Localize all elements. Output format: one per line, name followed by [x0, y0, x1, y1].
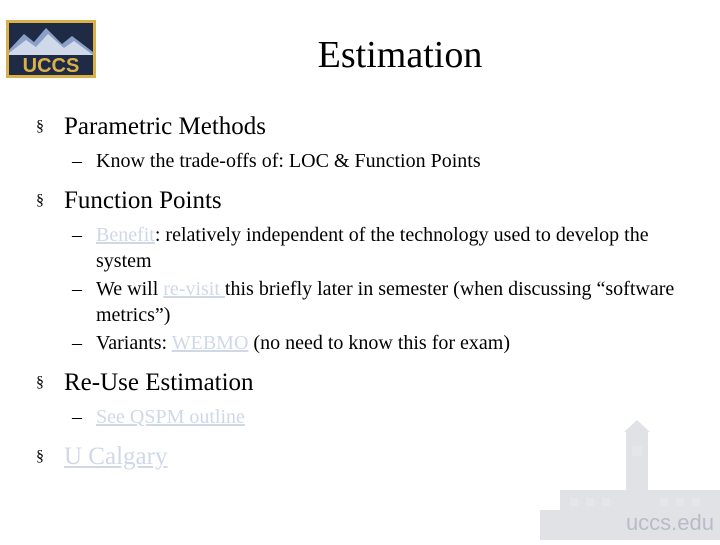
dash-icon: – [72, 278, 82, 300]
footer-url: uccs.edu [625, 510, 714, 535]
inline-link[interactable]: re-visit [163, 278, 225, 300]
bullet-label: Function Points [64, 187, 222, 214]
bullet-label: Re-Use Estimation [64, 369, 254, 396]
logo-text: UCCS [22, 55, 80, 77]
bullet-link[interactable]: U Calgary [64, 443, 168, 470]
dash-icon: – [72, 224, 82, 246]
dash-icon: – [72, 406, 82, 428]
sub-bullet-text: this briefly later in semester (when discussing “software metrics”) [96, 278, 675, 326]
sub-bullet-text: : relatively independent of the technology used to develop the system [96, 224, 649, 272]
sub-bullet-text: We will [96, 278, 164, 300]
inline-link[interactable]: WEBMO [171, 332, 249, 354]
dash-icon: – [72, 150, 82, 172]
dash-icon: – [72, 332, 82, 354]
sub-bullet-text: Variants: [96, 332, 172, 354]
sub-bullet-item [36, 148, 706, 174]
inline-link[interactable]: See QSPM outline [96, 406, 245, 428]
bullet-icon: § [36, 374, 44, 391]
inline-link[interactable]: Benefit [96, 224, 155, 246]
bullet-icon: § [36, 448, 44, 465]
sub-bullet-item [36, 330, 706, 356]
slide-title: Estimation [317, 34, 483, 76]
bullet-icon: § [36, 118, 44, 135]
sub-bullet-item [36, 276, 706, 328]
sub-bullet-text: Know the trade-offs of: LOC & Function Points [96, 150, 481, 172]
bullet-item [36, 364, 706, 402]
bullet-item [36, 108, 706, 146]
sub-bullet-item [36, 222, 706, 274]
bullet-item [36, 182, 706, 220]
sub-bullet-text: (no need to know this for exam) [248, 332, 511, 354]
bullet-label: Parametric Methods [64, 113, 267, 140]
bullet-icon: § [36, 192, 44, 209]
